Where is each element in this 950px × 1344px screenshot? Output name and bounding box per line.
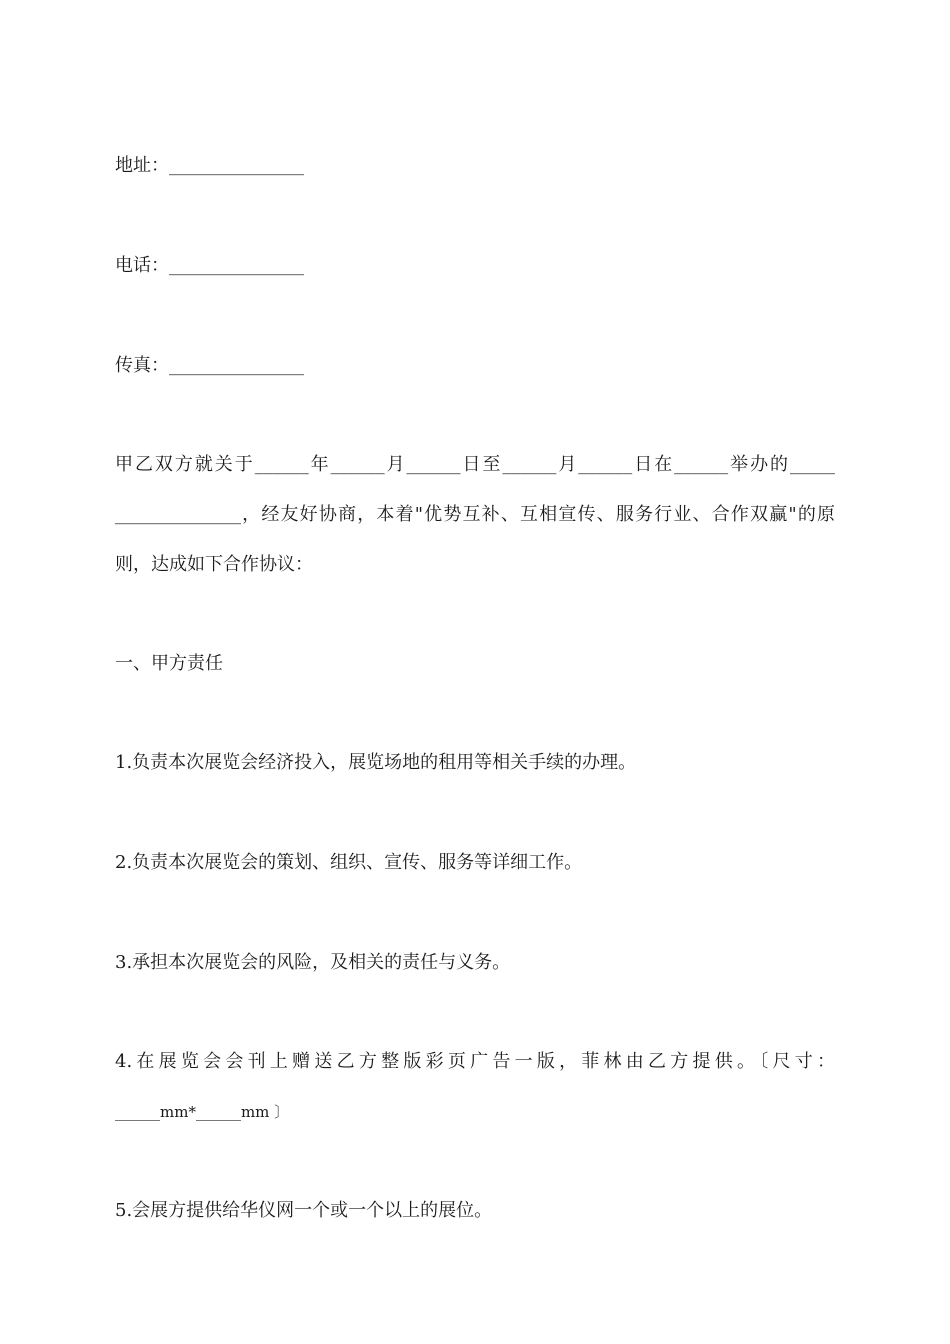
- address-line: 地址：_______________: [115, 155, 304, 176]
- intro-line-3: 则，达成如下合作协议：: [115, 554, 313, 575]
- clause-4-size: ______mm*______mm 〕: [115, 1103, 290, 1121]
- clause-4: 4.在展览会会刊上赠送乙方整版彩页广告一版，菲林由乙方提供。〔尺寸：: [115, 1051, 835, 1072]
- clause-1: 1.负责本次展览会经济投入，展览场地的租用等相关手续的办理。: [115, 752, 637, 773]
- intro-line-2: ______________，经友好协商，本着"优势互补、互相宣传、服务行业、合作双赢"的原: [115, 504, 835, 525]
- intro-line-1: 甲乙双方就关于______年______月______日至______月______日在______举办的_____: [115, 454, 835, 475]
- phone-line: 电话：_______________: [115, 255, 304, 276]
- clause-3: 3.承担本次展览会的风险，及相关的责任与义务。: [115, 952, 511, 973]
- section-title: 一、甲方责任: [115, 653, 223, 674]
- clause-2: 2.负责本次展览会的策划、组织、宣传、服务等详细工作。: [115, 852, 583, 873]
- clause-5: 5.会展方提供给华仪网一个或一个以上的展位。: [115, 1200, 493, 1221]
- fax-line: 传真：_______________: [115, 355, 304, 376]
